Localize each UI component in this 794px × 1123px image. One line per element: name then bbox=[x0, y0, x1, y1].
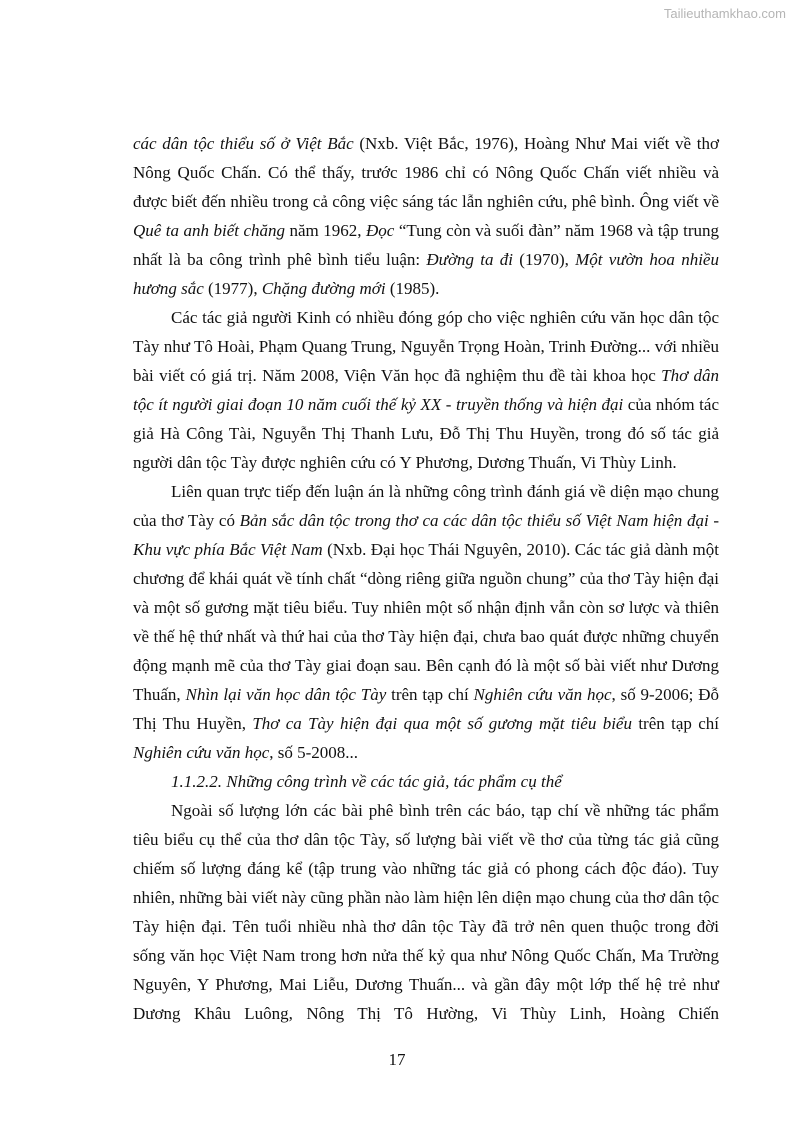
text-run: năm 1962, bbox=[285, 221, 367, 240]
paragraph-1 bbox=[133, 129, 719, 303]
text-run: trên tạp chí bbox=[631, 714, 719, 733]
book-title: Một vườn hoa nhiều hương sắc bbox=[133, 250, 719, 298]
book-title: Đường ta đi bbox=[426, 250, 514, 269]
text-run: (Nxb. Đại học Thái Nguyên, 2010). Các tác giả dành một chương để khái quát về tính chất “dòng riêng giữa nguồn chung” của thơ Tày hiện đại và một số gương mặt tiêu biểu. Tuy nhiên một số nhận định vẫn còn sơ lược và thiên về thế hệ thứ nhất và thứ hai của thơ Tày hiện đại, chưa bao quát được những chuyển động mạnh mẽ của thơ Tày giai đoạn sau. Bên cạnh đó là một số bài viết như Dương Thuấn, bbox=[133, 540, 719, 704]
page-body bbox=[133, 129, 719, 1028]
text-run: Liên quan trực tiếp đến luận án là những công trình đánh giá về diện mạo chung của thơ Tày có bbox=[133, 482, 719, 530]
paragraph-4 bbox=[133, 796, 719, 1028]
book-title: Thơ ca Tày hiện đại qua một số gương mặt tiêu biểu bbox=[252, 714, 632, 733]
book-title: Bản sắc dân tộc trong thơ ca các dân tộc thiểu số Việt Nam hiện đại - Khu vực phía Bắc Việt Nam bbox=[133, 511, 719, 559]
text-run: trên tạp chí bbox=[386, 685, 474, 704]
journal-title: Nghiên cứu văn học bbox=[473, 685, 612, 704]
book-title: các dân tộc thiểu số ở Việt Bắc bbox=[133, 134, 354, 153]
book-title: Quê ta anh biết chăng bbox=[133, 221, 286, 240]
book-title: Nhìn lại văn học dân tộc Tày bbox=[185, 685, 387, 704]
text-run: (1970), bbox=[513, 250, 576, 269]
text-run: Các tác giả người Kinh có nhiều đóng góp cho việc nghiên cứu văn học dân tộc Tày như Tô Hoài, Phạm Quang Trung, Nguyễn Trọng Hoàn, Trinh Đường... với nhiều bài viết có giá trị. Năm 2008, Viện Văn học đã nghiệm thu đề tài khoa học bbox=[133, 308, 719, 385]
page-number: 17 bbox=[388, 1050, 406, 1069]
text-run: , số 5-2008... bbox=[269, 743, 359, 762]
text-run: (Nxb. Việt Bắc, 1976), Hoàng Như Mai viết về thơ Nông Quốc Chấn. Có thể thấy, trước 1986 chỉ có Nông Quốc Chấn viết nhiều và được biết đến nhiều trong cả công việc sáng tác lẫn nghiên cứu, phê bình. Ông viết về bbox=[133, 134, 719, 211]
paragraph-2 bbox=[133, 303, 719, 477]
text-run: Ngoài số lượng lớn các bài phê bình trên các báo, tạp chí về những tác phẩm tiêu biểu cụ thể của thơ dân tộc Tày, số lượng bài viết về thơ của từng tác giả cũng chiếm số lượng đáng kể (tập trung vào những tác giả có phong cách độc đáo). Tuy nhiên, những bài viết này cũng phần nào làm hiện lên diện mạo chung của thơ dân tộc Tày hiện đại. Tên tuổi nhiều nhà thơ dân tộc Tày đã trở nên quen thuộc trong đời sống văn học Việt Nam trong hơn nửa thế kỷ qua như Nông Quốc Chấn, Ma Trường Nguyên, Y Phương, Mai Liễu, Dương Thuấn... và gần đây một lớp thế hệ trẻ như Dương Khâu Luông, Nông Thị Tô Hường, Vi Thùy Linh, Hoàng Chiến bbox=[133, 801, 719, 1023]
journal-title: Nghiên cứu văn học bbox=[133, 743, 270, 762]
book-title: Thơ dân tộc ít người giai đoạn 10 năm cuối thế kỷ XX - truyền thống và hiện đại bbox=[133, 366, 719, 414]
text-run: , số 9-2006; Đỗ Thị Thu Huyền, bbox=[133, 685, 719, 733]
book-title: Đọc bbox=[366, 221, 395, 240]
text-run: (1985). bbox=[385, 279, 440, 298]
section-heading: 1.1.2.2. Những công trình về các tác giả, tác phẩm cụ thể bbox=[171, 772, 562, 791]
book-title: Chặng đường mới bbox=[261, 279, 386, 298]
text-run: của nhóm tác giả Hà Công Tài, Nguyễn Thị Thanh Lưu, Đỗ Thị Thu Huyền, trong đó số tác giả người dân tộc Tày được nghiên cứu có Y Phương, Dương Thuấn, Vi Thùy Linh. bbox=[133, 395, 719, 472]
paragraph-3 bbox=[133, 477, 719, 767]
watermark: Tailieuthamkhao.com bbox=[663, 6, 786, 21]
text-run: (1977), bbox=[203, 279, 262, 298]
text-run: “Tung còn và suối đàn” năm 1968 và tập trung nhất là ba công trình phê bình tiểu luận: bbox=[133, 221, 719, 269]
